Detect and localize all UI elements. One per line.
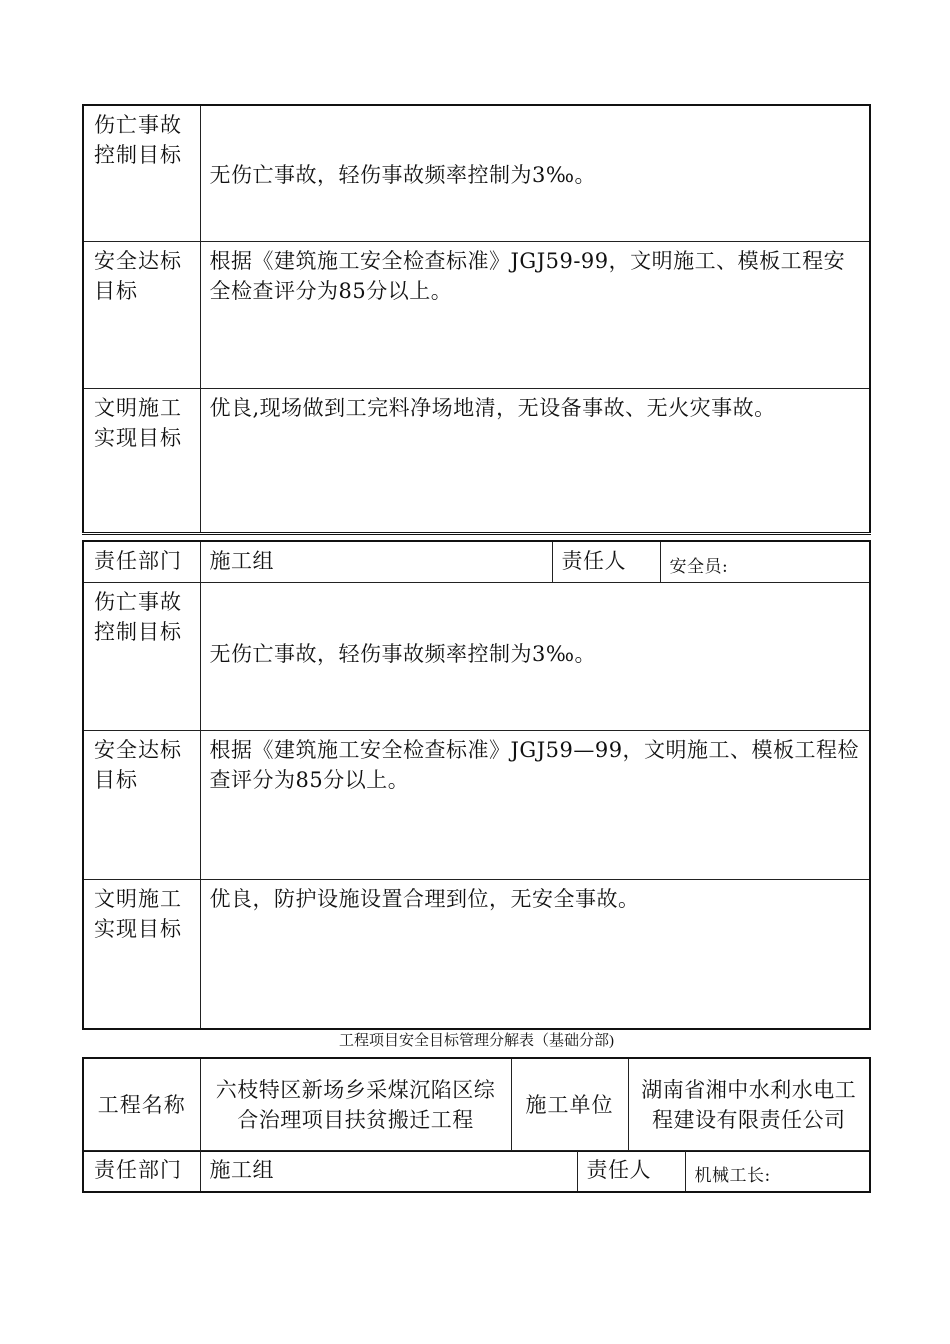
- row-label: 伤亡事故控制目标: [83, 583, 200, 731]
- row-text-content: 无伤亡事故，轻伤事故频率控制为3‰。: [209, 163, 597, 187]
- person-label: 责任人: [577, 1151, 685, 1193]
- target-table-2: [82, 540, 871, 1030]
- table-row: [83, 880, 870, 1029]
- row-text: 根据《建筑施工安全检查标准》JGJ59-99，文明施工、模板工程安全检查评分为85分以上。: [200, 241, 870, 388]
- table-row: [83, 1151, 870, 1193]
- dept-value: 施工组: [200, 541, 552, 583]
- table-row: [83, 105, 870, 241]
- row-text: 根据《建筑施工安全检查标准》JGJ59—99，文明施工、模板工程检查评分为85分以上。: [200, 731, 870, 880]
- dept-label: 责任部门: [83, 1151, 200, 1193]
- table-row: [83, 388, 870, 533]
- person-value: 安全员:: [660, 541, 870, 583]
- project-dept-table: [82, 1150, 871, 1193]
- project-value: 六枝特区新场乡采煤沉陷区综合治理项目扶贫搬迁工程: [200, 1058, 511, 1151]
- target-table-1: [82, 104, 871, 535]
- person-label: 责任人: [552, 541, 660, 583]
- dept-value: 施工组: [200, 1151, 577, 1193]
- unit-value: 湖南省湘中水利水电工程建设有限责任公司: [628, 1058, 870, 1151]
- row-label: 安全达标目标: [83, 241, 200, 388]
- row-label: 安全达标目标: [83, 731, 200, 880]
- row-label: 伤亡事故控制目标: [83, 105, 200, 241]
- row-text: [200, 583, 870, 731]
- row-text: 优良，防护设施设置合理到位，无安全事故。: [200, 880, 870, 1029]
- table-row: [83, 241, 870, 388]
- row-text: 优良,现场做到工完料净场地清，无设备事故、无火灾事故。: [200, 388, 870, 533]
- table-row: [83, 583, 870, 731]
- project-label: 工程名称: [83, 1058, 200, 1151]
- row-text: [200, 105, 870, 241]
- row-text-content: 无伤亡事故，轻伤事故频率控制为3‰。: [209, 642, 597, 666]
- table-row: [83, 541, 870, 583]
- row-label: 文明施工实现目标: [83, 388, 200, 533]
- unit-label: 施工单位: [511, 1058, 628, 1151]
- table-row: [83, 731, 870, 880]
- table-caption: 工程项目安全目标管理分解表（基础分部): [339, 1033, 614, 1049]
- table-row: [83, 1058, 870, 1151]
- dept-label: 责任部门: [83, 541, 200, 583]
- project-header-table: [82, 1057, 871, 1152]
- row-label: 文明施工实现目标: [83, 880, 200, 1029]
- person-value: 机械工长:: [685, 1151, 870, 1193]
